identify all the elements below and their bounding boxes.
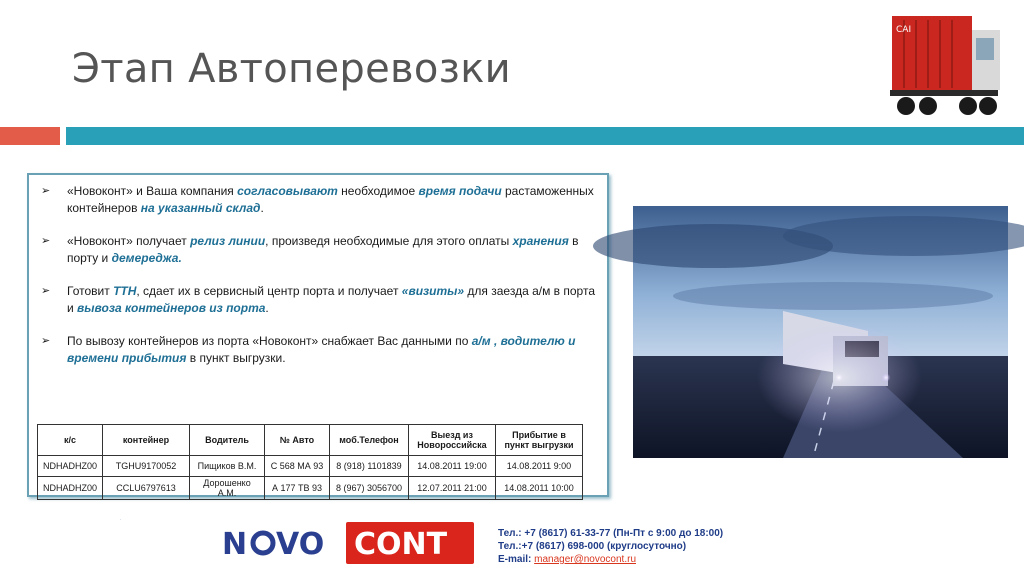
column-header: № Авто <box>265 425 330 456</box>
contacts-block <box>498 527 723 566</box>
table-cell: Дорошенко А.М. <box>190 477 265 500</box>
container-truck-image <box>884 10 1002 122</box>
table-cell: 14.08.2011 9:00 <box>496 456 583 477</box>
highlight-text: ТТН <box>113 284 137 298</box>
table-cell: 8 (967) 3056700 <box>330 477 409 500</box>
text: . <box>265 301 269 315</box>
table-cell: NDHADHZ00 <box>38 456 103 477</box>
column-header: Прибытие в пункт выгрузки <box>496 425 583 456</box>
text: Готовит <box>67 284 114 298</box>
arrow-bullet-icon: ➢ <box>41 185 51 197</box>
text: «Новоконт» получает <box>67 234 191 248</box>
table-cell: А 177 ТВ 93 <box>265 477 330 500</box>
highlight-text: демереджа. <box>111 251 182 265</box>
highlight-text: хранения <box>512 234 569 248</box>
table-cell: 8 (918) 1101839 <box>330 456 409 477</box>
bullet-item <box>37 283 597 317</box>
highlight-text: на указанный склад <box>140 201 261 215</box>
arrow-bullet-icon: ➢ <box>41 285 51 297</box>
column-header: Водитель <box>190 425 265 456</box>
accent-bar-red <box>0 127 60 145</box>
table-cell: Пищиков В.М. <box>190 456 265 477</box>
highlight-text: релиз линии <box>190 234 266 248</box>
truck-cai-text: CAI <box>896 25 912 35</box>
truck-on-road-photo <box>633 206 1008 458</box>
arrow-bullet-icon: ➢ <box>41 235 51 247</box>
bullet-list <box>37 183 597 383</box>
bullet-item <box>37 183 597 217</box>
text: , произведя необходимые для этого оплаты <box>265 234 513 248</box>
column-header: к/с <box>38 425 103 456</box>
text: для заезда а/м в порта и <box>67 284 595 315</box>
text: в пункт выгрузки. <box>186 351 286 365</box>
text: По вывозу контейнеров из порта «Новоконт» снабжает Вас данными по <box>67 334 472 348</box>
table-row <box>38 477 583 500</box>
logo-o-letter: O <box>120 520 121 521</box>
table-header-row <box>38 425 583 456</box>
table-cell: TGHU9170052 <box>103 456 190 477</box>
logo-cont-letters: CONT <box>354 527 448 562</box>
email-link[interactable]: manager@novocont.ru <box>534 554 636 565</box>
column-header: контейнер <box>103 425 190 456</box>
highlight-text: а/м , водителю и времени прибытия <box>67 334 576 365</box>
content-panel <box>27 173 609 497</box>
table-row <box>38 456 583 477</box>
table-cell: NDHADHZ00 <box>38 477 103 500</box>
text: , сдает их в сервисный центр порта и получает <box>136 284 402 298</box>
table-cell: 14.08.2011 10:00 <box>496 477 583 500</box>
highlight-text: согласовывают <box>237 184 338 198</box>
arrow-bullet-icon: ➢ <box>41 335 51 347</box>
accent-bar-blue <box>66 127 1024 145</box>
highlight-text: время подачи <box>418 184 502 198</box>
text: растаможенных контейнеров <box>67 184 594 215</box>
text: . <box>260 201 264 215</box>
phone-line-2: Тел.:+7 (8617) 698-000 (круглосуточно) <box>498 541 687 552</box>
bullet-item <box>37 333 597 367</box>
novocont-logo <box>120 520 476 566</box>
email-label: E-mail: <box>498 554 535 565</box>
table-cell: CCLU6797613 <box>103 477 190 500</box>
column-header: Выезд из Новороссийска <box>409 425 496 456</box>
bullet-item <box>37 233 597 267</box>
shipment-table <box>37 424 583 500</box>
highlight-text: вывоза контейнеров из порта <box>77 301 266 315</box>
phone-line-1: Тел.: +7 (8617) 61-33-77 (Пн-Пт с 9:00 до 18:00) <box>498 528 724 539</box>
highlight-text: «визиты» <box>401 284 465 298</box>
column-header: моб.Телефон <box>330 425 409 456</box>
table-cell: 12.07.2011 21:00 <box>409 477 496 500</box>
table-cell: С 568 МА 93 <box>265 456 330 477</box>
text: необходимое <box>337 184 419 198</box>
page-title: Этап Автоперевозки <box>72 46 511 92</box>
email-line <box>498 553 723 566</box>
text: в порту и <box>67 234 579 265</box>
logo-n-letter: N <box>222 527 248 562</box>
table-cell: 14.08.2011 19:00 <box>409 456 496 477</box>
text: «Новоконт» и Ваша компания <box>67 184 238 198</box>
logo-vo-letters: VO <box>276 527 325 562</box>
